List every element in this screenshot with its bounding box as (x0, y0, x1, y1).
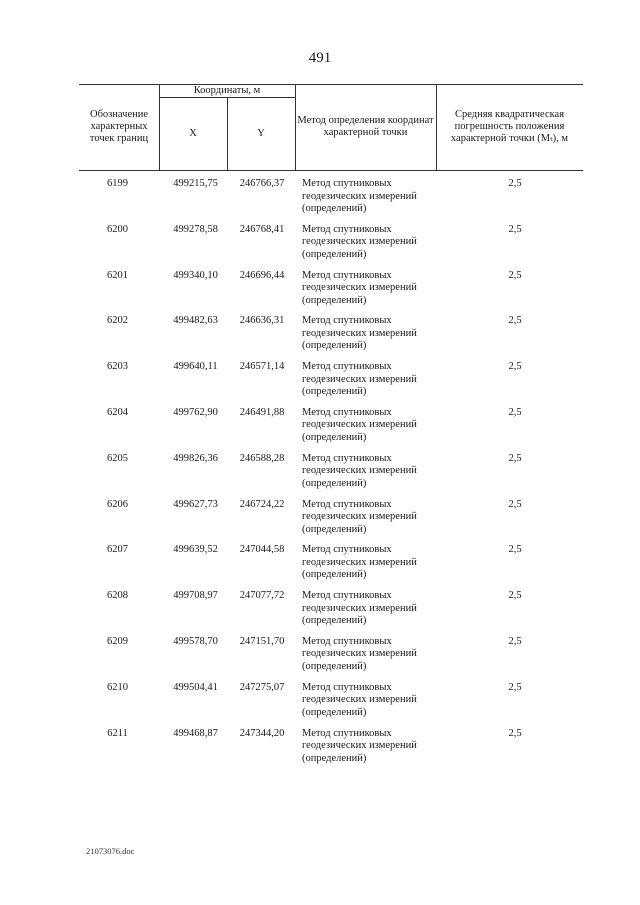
method-cell: Метод спутниковых геодезических измерений (определений) (302, 590, 417, 627)
point-id-cell: 6205 (107, 452, 128, 464)
y-coordinate-cell: 246766,37 (239, 178, 285, 189)
table-row (79, 224, 583, 270)
point-id-cell: 6207 (107, 544, 128, 556)
header-y: Y (257, 127, 265, 139)
x-coordinate-cell: 499640,11 (173, 361, 218, 373)
header-bottom-border (79, 170, 583, 171)
table-row (79, 315, 583, 361)
method-cell: Метод спутниковых геодезических измерений (определений) (302, 681, 417, 718)
point-id-cell: 6203 (107, 361, 128, 373)
table-row (79, 728, 583, 774)
table-row (79, 682, 583, 728)
y-coordinate-cell: 247151,70 (239, 635, 285, 647)
point-id-cell: 6209 (107, 635, 128, 647)
point-id-cell: 6208 (107, 590, 128, 602)
y-coordinate-cell: 247275,07 (239, 681, 285, 693)
header-coordinates: Координаты, м (193, 84, 261, 96)
page-number: 491 (308, 50, 332, 66)
x-coordinate-cell: 499468,87 (173, 727, 218, 739)
accuracy-cell: 2,5 (508, 498, 522, 510)
y-coordinate-cell: 247344,20 (239, 727, 285, 739)
header-accuracy: Средняя квадратическая погрешность положения характерной точки (Mₜ), м (450, 109, 569, 144)
x-coordinate-cell: 499278,58 (173, 223, 218, 235)
method-cell: Метод спутниковых геодезических измерений (определений) (302, 315, 417, 352)
point-id-cell: 6211 (107, 727, 128, 739)
table-row (79, 361, 583, 407)
table-row (79, 636, 583, 682)
x-coordinate-cell: 499826,36 (173, 452, 218, 464)
point-id-cell: 6210 (107, 681, 128, 693)
table-row (79, 544, 583, 590)
table-row (79, 453, 583, 499)
y-coordinate-cell: 246724,22 (239, 498, 285, 510)
accuracy-cell: 2,5 (508, 361, 522, 373)
header-method: Метод определения координат характерной точки (297, 115, 434, 138)
accuracy-cell: 2,5 (508, 223, 522, 235)
accuracy-cell: 2,5 (508, 635, 522, 647)
accuracy-cell: 2,5 (508, 681, 522, 693)
table-row (79, 499, 583, 545)
point-id-cell: 6201 (107, 269, 128, 281)
accuracy-cell: 2,5 (508, 406, 522, 418)
y-coordinate-cell: 246768,41 (239, 223, 285, 235)
accuracy-cell: 2,5 (508, 178, 522, 189)
footer-file-name: 21073076.doc (86, 846, 135, 856)
y-coordinate-cell: 246491,88 (239, 406, 285, 418)
method-cell: Метод спутниковых геодезических измерений (определений) (302, 452, 417, 489)
x-coordinate-cell: 499627,73 (173, 498, 218, 510)
x-coordinate-cell: 499215,75 (173, 178, 218, 189)
table-row (79, 178, 583, 224)
x-coordinate-cell: 499639,52 (173, 544, 218, 556)
point-id-cell: 6204 (107, 406, 128, 418)
accuracy-cell: 2,5 (508, 590, 522, 602)
y-coordinate-cell: 246696,44 (239, 269, 285, 281)
x-coordinate-cell: 499504,41 (173, 681, 218, 693)
table-row (79, 270, 583, 316)
point-id-cell: 6199 (107, 178, 128, 189)
point-id-cell: 6206 (107, 498, 128, 510)
y-coordinate-cell: 246571,14 (239, 361, 285, 373)
method-cell: Метод спутниковых геодезических измерений (определений) (302, 498, 417, 535)
method-cell: Метод спутниковых геодезических измерений (определений) (302, 635, 417, 672)
y-coordinate-cell: 247077,72 (239, 590, 285, 602)
y-coordinate-cell: 246636,31 (239, 315, 285, 327)
y-coordinate-cell: 246588,28 (239, 452, 285, 464)
method-cell: Метод спутниковых геодезических измерений (определений) (302, 544, 417, 581)
x-coordinate-cell: 499578,70 (173, 635, 218, 647)
accuracy-cell: 2,5 (508, 544, 522, 556)
table-row (79, 407, 583, 453)
x-coordinate-cell: 499708,97 (173, 590, 218, 602)
method-cell: Метод спутниковых геодезических измерений (определений) (302, 361, 417, 398)
method-cell: Метод спутниковых геодезических измерений (определений) (302, 223, 417, 260)
method-cell: Метод спутниковых геодезических измерений (определений) (302, 269, 417, 306)
accuracy-cell: 2,5 (508, 269, 522, 281)
method-cell: Метод спутниковых геодезических измерений (определений) (302, 406, 417, 443)
header-x: X (189, 127, 197, 139)
header-point-designation: Обозначение характерных точек границ (89, 109, 149, 144)
accuracy-cell: 2,5 (508, 727, 522, 739)
method-cell: Метод спутниковых геодезических измерений (определений) (302, 178, 417, 214)
y-coordinate-cell: 247044,58 (239, 544, 285, 556)
point-id-cell: 6202 (107, 315, 128, 327)
table-body (79, 178, 583, 773)
point-id-cell: 6200 (107, 223, 128, 235)
x-coordinate-cell: 499482,63 (173, 315, 218, 327)
accuracy-cell: 2,5 (508, 315, 522, 327)
x-coordinate-cell: 499340,10 (173, 269, 218, 281)
method-cell: Метод спутниковых геодезических измерений (определений) (302, 727, 417, 764)
table-header (79, 84, 583, 170)
x-coordinate-cell: 499762,90 (173, 406, 218, 418)
table-row (79, 590, 583, 636)
accuracy-cell: 2,5 (508, 452, 522, 464)
